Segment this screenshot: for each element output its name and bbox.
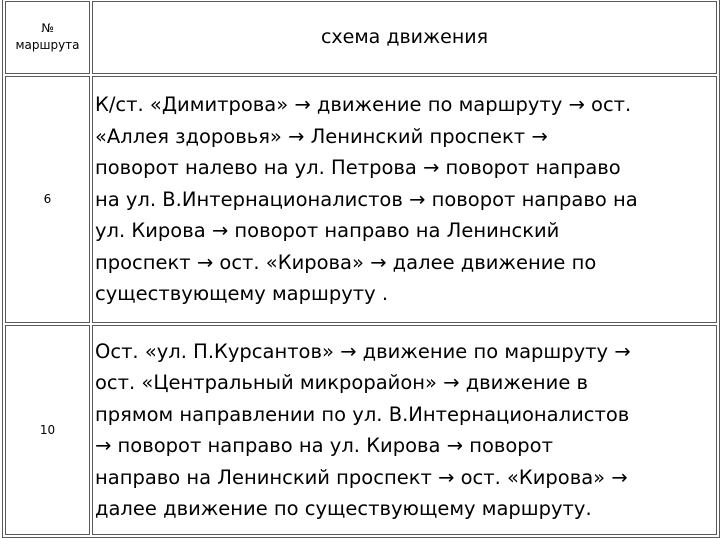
route-description-line: на ул. В.Интернационалистов → поворот направо на bbox=[95, 187, 638, 211]
route-description-line: ул. Кирова → поворот направо на Ленинский bbox=[95, 219, 560, 243]
route-description-line: Ост. «ул. П.Курсантов» → движение по маршруту → bbox=[95, 339, 631, 363]
route-description-line: К/ст. «Димитрова» → движение по маршруту → ост. bbox=[95, 93, 632, 117]
route-description-line: поворот налево на ул. Петрова → поворот направо bbox=[95, 156, 621, 180]
route-description-cell bbox=[92, 325, 717, 535]
route-description-line: ост. «Центральный микрорайон» → движение в bbox=[95, 371, 589, 395]
route-description-line: проспект → ост. «Кирова» → далее движение по bbox=[95, 250, 597, 274]
route-description-line: → поворот направо на ул. Кирова → поворот bbox=[95, 434, 553, 458]
route-description-line: направо на Ленинский проспект → ост. «Кирова» → bbox=[95, 465, 628, 489]
route-table bbox=[2, 0, 720, 538]
route-description-line: прямом направлении по ул. В.Интернационалистов bbox=[95, 402, 630, 426]
route-number-header bbox=[5, 1, 90, 74]
route-description-line: далее движение по существующему маршруту. bbox=[95, 497, 592, 521]
route-description-line: «Аллея здоровья» → Ленинский проспект → bbox=[95, 124, 548, 148]
header-row bbox=[5, 1, 717, 74]
route-number-header-text: маршрута bbox=[15, 38, 80, 53]
table-row bbox=[5, 325, 717, 535]
route-number-cell: 10 bbox=[5, 325, 90, 535]
route-description-cell bbox=[92, 76, 717, 324]
route-number-header-symbol: № bbox=[41, 21, 54, 36]
table-row bbox=[5, 76, 717, 324]
route-number-cell: 6 bbox=[5, 76, 90, 324]
route-scheme-header: схема движения bbox=[92, 1, 717, 74]
route-description-line: существующему маршруту . bbox=[95, 282, 389, 306]
